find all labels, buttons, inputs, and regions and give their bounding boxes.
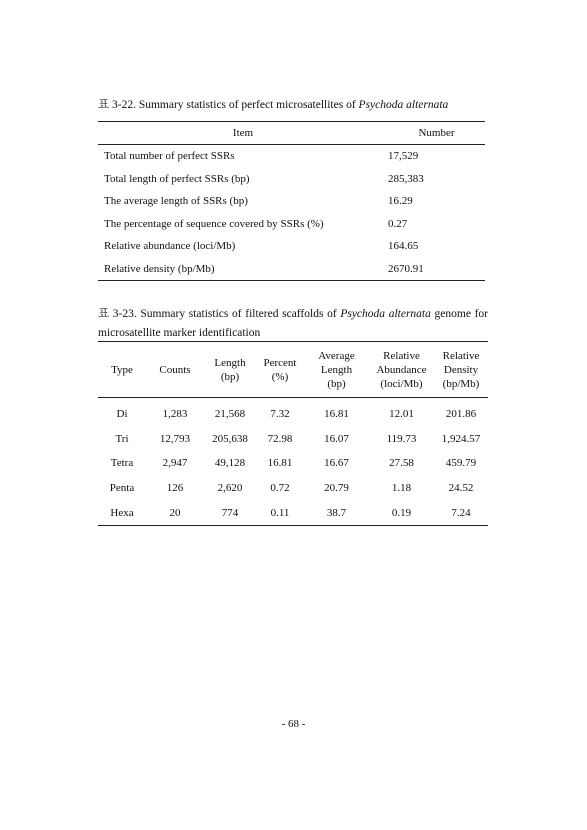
table2-header-relative-abundance — [369, 342, 434, 398]
table2-caption-prefix: 표 3-23. Summary statistics of filtered scaffolds of — [98, 308, 341, 320]
table2-cell: 1,283 — [162, 408, 188, 421]
table1-cell-item: The average length of SSRs (bp) — [104, 195, 248, 208]
table-row — [98, 190, 485, 213]
header-line: (%) — [271, 370, 289, 383]
table1-perfect-ssr-summary — [98, 121, 485, 281]
table2-cell: Tri — [115, 432, 129, 445]
table1-caption — [98, 96, 488, 115]
table2-cell: 38.7 — [304, 500, 369, 525]
table1-cell-item: Total length of perfect SSRs (bp) — [104, 172, 250, 185]
table2-caption-suffix: genome for microsatellite marker identification — [98, 308, 488, 339]
table2-cell: 201.86 — [445, 408, 477, 421]
table-row — [98, 145, 485, 168]
page-number: - 68 - — [281, 718, 306, 730]
header-line: Percent — [263, 356, 297, 369]
table1-cell-number: 2670.91 — [388, 258, 485, 281]
table2-filtered-scaffolds-summary — [98, 341, 488, 526]
header-line: Length — [214, 356, 246, 369]
table2-header-length — [204, 342, 256, 398]
table2-cell: 7.32 — [270, 408, 290, 421]
table2-cell: 119.73 — [386, 432, 417, 445]
table-row — [98, 500, 488, 525]
table2-caption — [98, 305, 488, 343]
table-row — [98, 398, 488, 427]
table-row — [98, 213, 485, 236]
table2-cell: 2,620 — [217, 482, 243, 495]
header-line: (bp/Mb) — [442, 377, 480, 390]
table2-cell: 12.01 — [389, 408, 414, 421]
table-row — [98, 476, 488, 501]
table2-cell: 24.52 — [448, 482, 474, 495]
table2-header-average-length — [304, 342, 369, 398]
table2-cell: 1,924.57 — [441, 432, 481, 445]
table2-header-row — [98, 342, 488, 398]
table2-header-type — [98, 342, 146, 398]
table1-header-number: Number — [388, 122, 485, 145]
table1-cell-item: Total number of perfect SSRs — [104, 150, 235, 163]
table2-cell: 16.07 — [324, 432, 349, 445]
header-line: Counts — [159, 363, 191, 376]
table1-caption-prefix: 표 3-22. Summary statistics of perfect microsatellites of — [98, 99, 359, 111]
header-line: (loci/Mb) — [380, 377, 423, 390]
table2-cell: Hexa — [98, 500, 146, 525]
header-line: Relative — [383, 349, 420, 362]
table2-cell: 49,128 — [214, 457, 246, 470]
table2-cell: 0.19 — [369, 500, 434, 525]
table2-cell: 205,638 — [212, 432, 248, 445]
table2-cell: Tetra — [110, 457, 134, 470]
table1-cell-number: 285,383 — [388, 172, 424, 185]
table1-cell-item: Relative abundance (loci/Mb) — [104, 240, 236, 253]
table2-cell: 16.81 — [267, 457, 293, 470]
table2-cell: 21,568 — [214, 408, 246, 421]
header-line: Abundance — [376, 363, 427, 376]
table2-cell: 20 — [146, 500, 204, 525]
table2-cell: 16.81 — [324, 408, 349, 421]
table2-cell: 72.98 — [267, 432, 293, 445]
table2-cell: 20.79 — [324, 482, 349, 495]
header-line: Relative — [442, 349, 480, 362]
table1-cell-number: 0.27 — [388, 217, 408, 230]
header-line: Density — [443, 363, 479, 376]
table2-cell: 16.67 — [324, 457, 349, 470]
table1-cell-number: 16.29 — [388, 195, 413, 208]
table-row — [98, 235, 485, 258]
table1-header-row — [98, 122, 485, 145]
table1-cell-number: 17,529 — [388, 150, 419, 163]
table1-cell-item: Relative density (bp/Mb) — [98, 258, 388, 281]
header-line: (bp) — [327, 377, 346, 390]
table2-cell: 7.24 — [434, 500, 488, 525]
table2-cell: 0.11 — [256, 500, 304, 525]
table2-header-percent — [256, 342, 304, 398]
table-row — [98, 168, 485, 191]
table2-cell: 0.72 — [270, 482, 290, 495]
table2-cell: 126 — [166, 482, 184, 495]
header-line: Type — [111, 363, 133, 376]
table-row — [98, 427, 488, 452]
table1-cell-number: 164.65 — [388, 240, 419, 253]
table2-header-relative-density — [434, 342, 488, 398]
table2-cell: Penta — [109, 482, 135, 495]
table2-cell: 774 — [204, 500, 256, 525]
header-line: (bp) — [220, 370, 240, 383]
table-row — [98, 451, 488, 476]
table2-cell: 1.18 — [391, 482, 412, 495]
table1-caption-species: Psychoda alternata — [358, 99, 449, 111]
table2-cell: 27.58 — [389, 457, 414, 470]
table2-cell: 12,793 — [159, 432, 191, 445]
table2-cell: 459.79 — [445, 457, 477, 470]
table2-header-counts — [146, 342, 204, 398]
header-line: Length — [320, 363, 353, 376]
table2-cell: 2,947 — [162, 457, 188, 470]
header-line: Average — [318, 349, 355, 362]
table2-caption-species: Psychoda alternata — [340, 308, 431, 320]
table2-cell: Di — [116, 408, 128, 421]
table-row — [98, 258, 485, 281]
table1-header-item: Item — [98, 122, 388, 145]
table1-cell-item: The percentage of sequence covered by SSRs (%) — [104, 217, 324, 230]
